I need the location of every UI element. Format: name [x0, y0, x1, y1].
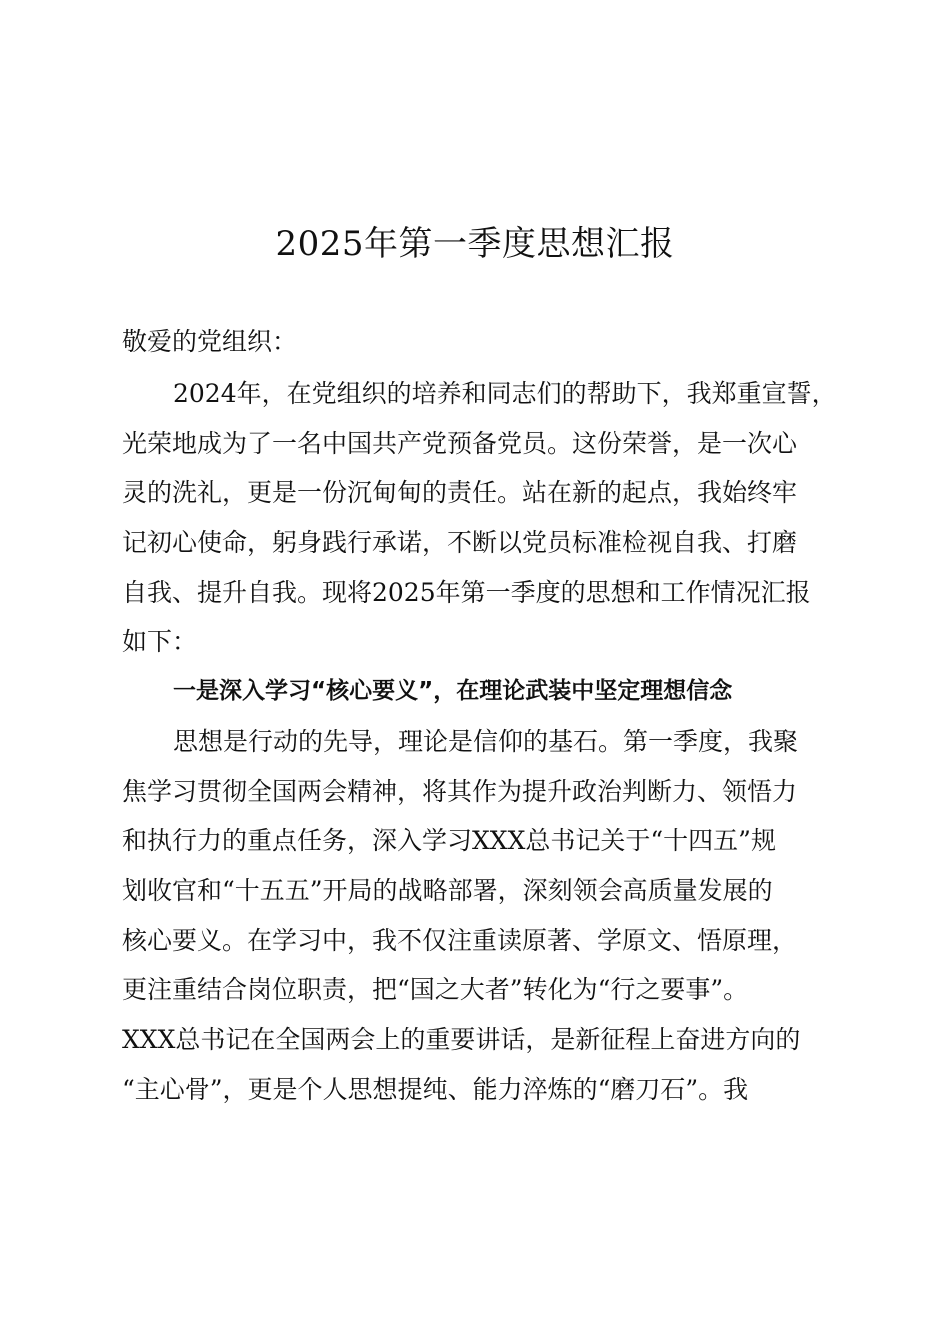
paragraph-line: 焦学习贯彻全国两会精神，将其作为提升政治判断力、领悟力 — [122, 776, 798, 806]
paragraph-line: 灵的洗礼，更是一份沉甸甸的责任。站在新的起点，我始终牢 — [122, 478, 798, 508]
paragraph-line: 记初心使命，躬身践行承诺，不断以党员标准检视自我、打磨 — [122, 528, 798, 558]
paragraph-line: 核心要义。在学习中，我不仅注重读原著、学原文、悟原理， — [122, 925, 798, 955]
paragraph-line: 思想是行动的先导，理论是信仰的基石。第一季度，我聚 — [173, 726, 799, 756]
paragraph-line: XXX总书记在全国两会上的重要讲话，是新征程上奋进方向的 — [122, 1024, 801, 1054]
paragraph-line: 自我、提升自我。现将2025年第一季度的思想和工作情况汇报 — [122, 577, 811, 607]
document-body — [122, 369, 842, 1114]
paragraph-line: 2024年，在党组织的培养和同志们的帮助下，我郑重宣誓， — [173, 379, 837, 408]
paragraph-line: 和执行力的重点任务，深入学习XXX总书记关于“十四五”规 — [122, 826, 776, 856]
paragraph-line: 光荣地成为了一名中国共产党预备党员。这份荣誉，是一次心 — [122, 428, 798, 458]
salutation: 敬爱的党组织： — [122, 327, 298, 356]
paragraph-line: “主心骨”，更是个人思想提纯、能力淬炼的“磨刀石”。我 — [122, 1074, 749, 1104]
document-title: 2025年第一季度思想汇报 — [275, 224, 675, 264]
paragraph-line: 划收官和“十五五”开局的战略部署，深刻领会高质量发展的 — [122, 875, 773, 905]
paragraph-line: 如下： — [122, 627, 198, 657]
paragraph-line: 更注重结合岗位职责，把“国之大者”转化为“行之要事”。 — [122, 975, 749, 1005]
section-heading: 一是深入学习“核心要义”，在理论武装中坚定理想信念 — [173, 678, 733, 705]
